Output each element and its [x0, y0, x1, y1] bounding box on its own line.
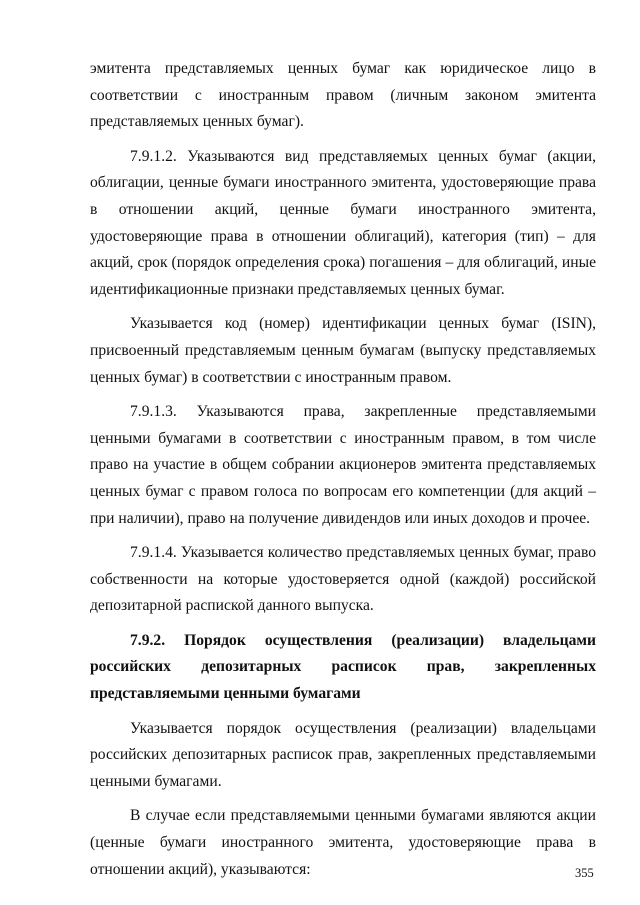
- paragraph-7-9-1-3: 7.9.1.3. Указываются права, закрепленные представляемыми ценными бумагами в соответствии с иностранным правом, в том числе право на участие в общем собрании акционеров эмитента представляемых ценных бумаг с правом голоса по вопросам его компетенции (для акций – при наличии), право на получение дивидендов или иных доходов и прочее.: [90, 403, 596, 527]
- paragraph-7-9-1-4: 7.9.1.4. Указывается количество представляемых ценных бумаг, право собственности на которые удостоверяется одной (каждой) российской депозитарной распиской данного выпуска.: [90, 544, 596, 615]
- paragraph-7-9-1-2: 7.9.1.2. Указываются вид представляемых ценных бумаг (акции, облигации, ценные бумаги иностранного эмитента, удостоверяющие права в отношении акций, ценные бумаги иностранного эмитента, удостоверяющие права в отношении облигаций), категория (тип) – для акций, срок (порядок определения срока) погашения – для облигаций, иные идентификационные признаки представляемых ценных бумаг.: [90, 147, 596, 298]
- section-heading-7-9-2: 7.9.2. Порядок осуществления (реализации) владельцами российских депозитарных расписок прав, закрепленных представляемыми ценными бумагами: [90, 631, 596, 703]
- paragraph-continuation: эмитента представляемых ценных бумаг как юридическое лицо в соответствии с иностранным правом (личным законом эмитента представляемых ценных бумаг).: [90, 60, 596, 131]
- page-number: 355: [575, 866, 594, 880]
- paragraph-shares-case: В случае если представляемыми ценными бумагами являются акции (ценные бумаги иностранного эмитента, удостоверяющие права в отношении акций), указываются:: [90, 807, 596, 878]
- paragraph-procedure: Указывается порядок осуществления (реализации) владельцами российских депозитарных расписок прав, закрепленных представляемыми ценными бумагами.: [90, 719, 596, 790]
- document-page: [90, 56, 596, 883]
- paragraph-isin: Указывается код (номер) идентификации ценных бумаг (ISIN), присвоенный представляемым ценным бумагам (выпуску представляемых ценных бумаг) в соответствии с иностранным правом.: [90, 315, 596, 386]
